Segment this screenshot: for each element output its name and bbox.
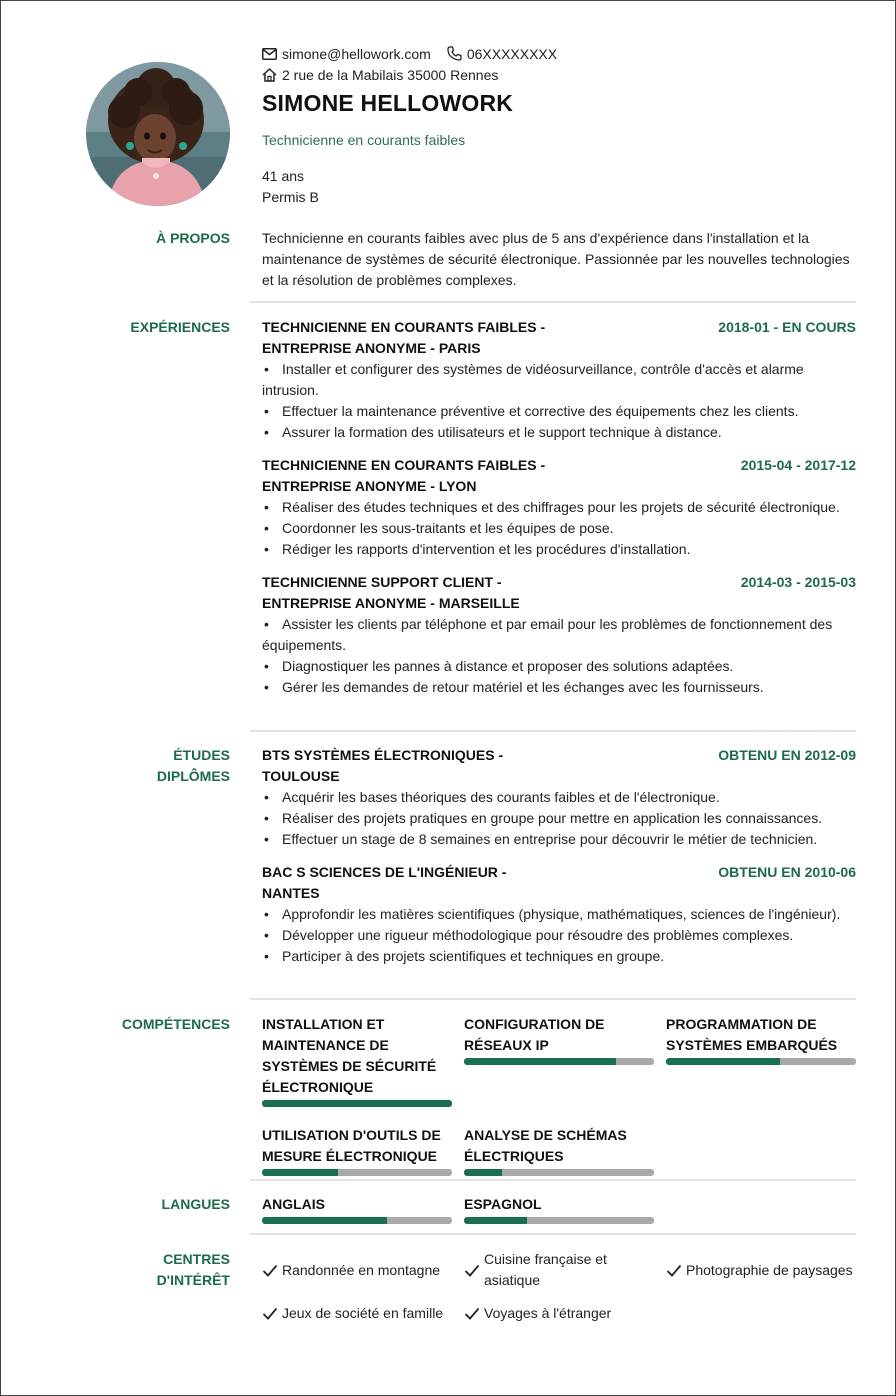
interest-item <box>464 1303 666 1324</box>
phone-icon <box>447 46 462 61</box>
level-bar-fill <box>464 1217 527 1224</box>
interest-item <box>666 1249 856 1291</box>
section-label-about: À PROPOS <box>156 230 230 246</box>
skill-name: PROGRAMMATION DE SYSTÈMES EMBARQUÉS <box>666 1016 838 1053</box>
language-name: ESPAGNOL <box>464 1196 542 1212</box>
age-text: 41 ans <box>262 168 305 184</box>
entry-head <box>262 862 856 904</box>
language-item <box>262 1194 452 1224</box>
entry-head <box>262 745 856 787</box>
divider <box>250 998 856 1000</box>
bullet-item: • Acquérir les bases théoriques des courants faibles et de l'électronique. <box>262 787 856 808</box>
level-bar-fill <box>464 1058 616 1065</box>
profile-photo <box>86 62 230 206</box>
education-list <box>262 745 856 979</box>
bullet-item: • Effectuer un stage de 8 semaines en entreprise pour découvrir le métier de technicien. <box>262 829 856 850</box>
permis-text: Permis B <box>262 189 319 205</box>
phone-contact <box>447 46 557 62</box>
section-label-skills: COMPÉTENCES <box>121 1016 230 1032</box>
email-contact <box>262 46 431 62</box>
section-label-languages: LANGUES <box>161 1196 230 1212</box>
interest-text: Randonnée en montagne <box>282 1261 441 1278</box>
skill-name: ANALYSE DE SCHÉMAS ÉLECTRIQUES <box>464 1127 627 1164</box>
bullet-list <box>262 614 856 698</box>
section-label-education <box>157 745 230 787</box>
entry-head <box>262 317 856 359</box>
skill-name: INSTALLATION ET MAINTENANCE DE SYSTÈMES DE SÉCURITÉ ÉLECTRONIQUE <box>262 1016 437 1095</box>
section-label-experiences: EXPÉRIENCES <box>130 319 230 335</box>
bullet-item: • Effectuer la maintenance préventive et corrective des équipements chez les clients. <box>262 401 856 422</box>
check-icon <box>262 1307 278 1320</box>
level-bar <box>262 1100 452 1107</box>
check-icon <box>464 1307 480 1320</box>
interests-grid <box>262 1249 856 1324</box>
level-bar <box>262 1217 452 1224</box>
divider <box>250 730 856 732</box>
level-bar-fill <box>262 1217 387 1224</box>
bullet-item: • Développer une rigueur méthodologique pour résoudre des problèmes complexes. <box>262 925 856 946</box>
bullet-item: • Participer à des projets scientifiques et techniques en groupe. <box>262 946 856 967</box>
education-entry <box>262 862 856 967</box>
entry-head <box>262 572 856 614</box>
address-text: 2 rue de la Mabilais 35000 Rennes <box>282 66 499 83</box>
skill-item <box>464 1125 654 1176</box>
interest-text: Voyages à l'étranger <box>484 1305 612 1321</box>
interest-text: Cuisine française et asiatique <box>484 1251 607 1288</box>
candidate-name: SIMONE HELLOWORK <box>262 90 514 116</box>
envelope-icon <box>262 48 277 60</box>
resume-header <box>262 43 862 210</box>
entry-date: 2015-04 - 2017-12 <box>740 457 856 473</box>
bullet-item: • Coordonner les sous-traitants et les équipes de pose. <box>262 518 856 539</box>
bullet-item: • Assister les clients par téléphone et par email pour les problèmes de fonctionnement des équipements. <box>262 614 856 656</box>
level-bar <box>262 1169 452 1176</box>
level-bar <box>464 1217 654 1224</box>
bullet-item: • Réaliser des projets pratiques en groupe pour mettre en application les connaissances. <box>262 808 856 829</box>
divider <box>250 301 856 303</box>
divider <box>250 1233 856 1235</box>
entry-title: BTS SYSTÈMES ÉLECTRONIQUES - TOULOUSE <box>262 747 504 784</box>
divider <box>250 1179 856 1181</box>
level-bar-fill <box>262 1100 452 1107</box>
entry-title: BAC S SCIENCES DE L'INGÉNIEUR - NANTES <box>262 864 507 901</box>
interest-item <box>262 1249 464 1291</box>
bullet-list <box>262 787 856 850</box>
experiences-entry <box>262 455 856 560</box>
skill-item <box>262 1125 452 1176</box>
email-text: simone@hellowork.com <box>282 45 431 62</box>
level-bar <box>666 1058 856 1065</box>
bullet-list <box>262 359 856 443</box>
check-icon <box>666 1264 682 1277</box>
skill-item <box>666 1014 856 1107</box>
bullet-list <box>262 904 856 967</box>
entry-date: OBTENU EN 2010-06 <box>718 864 856 880</box>
entry-date: 2018-01 - EN COURS <box>718 319 856 335</box>
skill-item <box>262 1014 452 1107</box>
entry-title: TECHNICIENNE SUPPORT CLIENT - ENTREPRISE ANONYME - MARSEILLE <box>262 574 520 611</box>
skill-item <box>464 1014 654 1107</box>
level-bar <box>464 1169 654 1176</box>
experience-list <box>262 317 856 710</box>
check-icon <box>262 1264 278 1277</box>
bullet-list <box>262 497 856 560</box>
check-icon <box>464 1264 480 1277</box>
bullet-item: • Approfondir les matières scientifiques (physique, mathématiques, sciences de l'ingénieur). <box>262 904 856 925</box>
section-label-education-line1: ÉTUDES <box>173 747 230 763</box>
language-item <box>464 1194 654 1224</box>
interest-item <box>464 1249 666 1291</box>
about-text: Technicienne en courants faibles avec plus de 5 ans d'expérience dans l'installation et la maintenance de systèmes de sécurité électronique. Passionnée par les nouvelles technologies et la résolution de problèmes complexes. <box>262 230 850 288</box>
skills-grid <box>262 1014 856 1176</box>
entry-head <box>262 455 856 497</box>
experiences-entry <box>262 572 856 698</box>
contact-line-1 <box>262 43 862 64</box>
interest-text: Jeux de société en famille <box>282 1305 444 1321</box>
section-label-interests-line2: D'INTÉRÊT <box>156 1272 230 1288</box>
entry-title: TECHNICIENNE EN COURANTS FAIBLES - ENTREPRISE ANONYME - LYON <box>262 457 546 494</box>
home-icon <box>262 68 277 82</box>
contact-line-2 <box>262 64 862 85</box>
bullet-item: • Diagnostiquer les pannes à distance et proposer des solutions adaptées. <box>262 656 856 677</box>
bullet-item: • Réaliser des études techniques et des chiffrages pour les projets de sécurité électronique. <box>262 497 856 518</box>
job-title: Technicienne en courants faibles <box>262 132 466 148</box>
experiences-entry <box>262 317 856 443</box>
section-label-interests-line1: CENTRES <box>163 1251 230 1267</box>
section-label-education-line2: DIPLÔMES <box>156 768 230 784</box>
education-entry <box>262 745 856 850</box>
language-name: ANGLAIS <box>262 1196 325 1212</box>
entry-date: OBTENU EN 2012-09 <box>718 747 856 763</box>
level-bar-fill <box>666 1058 780 1065</box>
address-contact <box>262 67 498 83</box>
skill-name: UTILISATION D'OUTILS DE MESURE ÉLECTRONIQUE <box>262 1127 441 1164</box>
skill-name: CONFIGURATION DE RÉSEAUX IP <box>464 1016 605 1053</box>
level-bar-fill <box>262 1169 338 1176</box>
entry-title: TECHNICIENNE EN COURANTS FAIBLES - ENTREPRISE ANONYME - PARIS <box>262 319 546 356</box>
languages-grid <box>262 1194 856 1224</box>
bullet-item: • Installer et configurer des systèmes de vidéosurveillance, contrôle d'accès et alarme intrusion. <box>262 359 856 401</box>
bullet-item: • Assurer la formation des utilisateurs et le support technique à distance. <box>262 422 856 443</box>
section-label-interests <box>157 1249 230 1291</box>
interest-item <box>262 1303 464 1324</box>
level-bar <box>464 1058 654 1065</box>
entry-date: 2014-03 - 2015-03 <box>740 574 856 590</box>
interest-text: Photographie de paysages <box>686 1261 853 1278</box>
bullet-item: • Rédiger les rapports d'intervention et les procédures d'installation. <box>262 539 856 560</box>
bullet-item: • Gérer les demandes de retour matériel et les échanges avec les fournisseurs. <box>262 677 856 698</box>
phone-text: 06XXXXXXXX <box>466 45 558 62</box>
level-bar-fill <box>464 1169 502 1176</box>
